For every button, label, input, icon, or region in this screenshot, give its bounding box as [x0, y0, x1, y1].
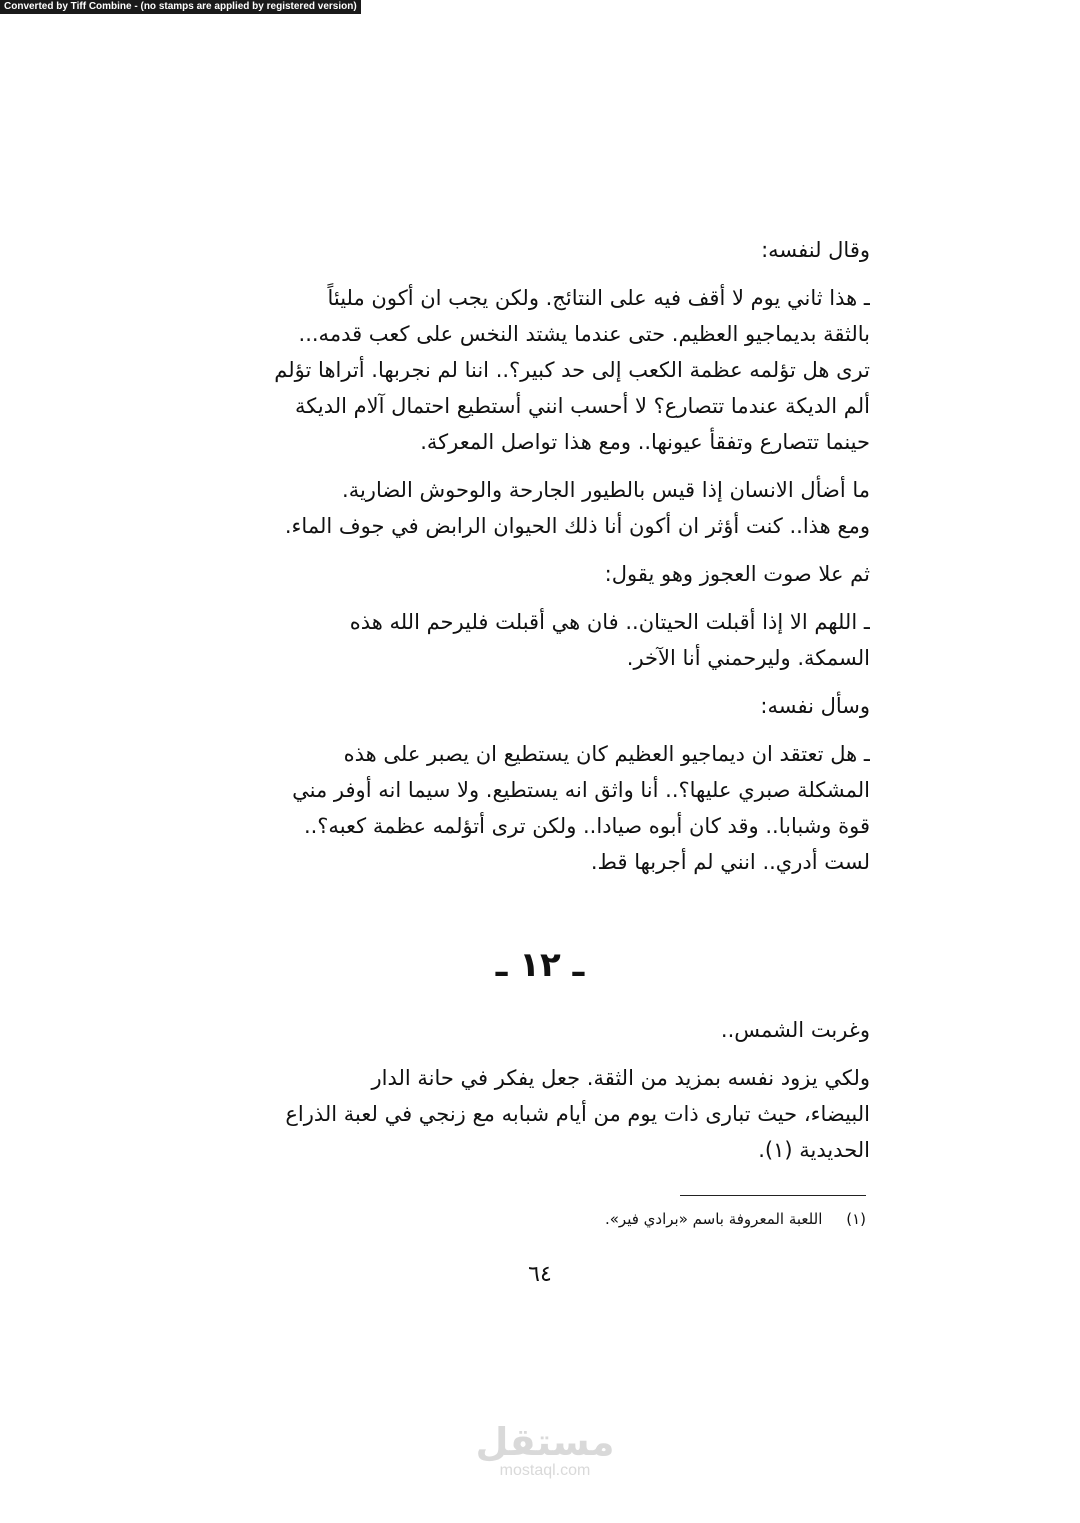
chapter-heading: ـ ١٢ ـ — [495, 945, 585, 985]
text-line: بالثقة بديماجيو العظيم. حتى عندما يشتد النخس على كعب قدمه... — [298, 322, 870, 346]
text-line: وغربت الشمس.. — [720, 1018, 870, 1042]
footnote-marker: (١) — [846, 1210, 866, 1228]
text-line: لست أدري.. انني لم أجربها قط. — [590, 850, 870, 874]
text-line: حينما تتصارع وتفقأ عيونها.. ومع هذا تواصل المعركة. — [420, 430, 870, 454]
footnote — [400, 1210, 866, 1228]
page-number: ٦٤ — [528, 1262, 552, 1287]
text-line: ثم علا صوت العجوز وهو يقول: — [604, 562, 870, 586]
converter-banner: Converted by Tiff Combine - (no stamps are applied by registered version) — [0, 0, 361, 14]
text-line: البيضاء، حيث تبارى ذات يوم من أيام شبابه مع زنجي في لعبة الذراع — [285, 1102, 870, 1126]
text-line: وسأل نفسه: — [760, 694, 870, 718]
watermark-logo: مستقل — [475, 1420, 615, 1464]
text-line: وقال لنفسه: — [761, 238, 870, 262]
paragraph — [200, 688, 870, 724]
footnote-divider — [680, 1195, 866, 1196]
text-line: ـ اللهم الا إذا أقبلت الحيتان.. فان هي أقبلت فليرحم الله هذه — [349, 610, 870, 634]
body-text-section-1 — [200, 232, 870, 892]
paragraph — [200, 472, 870, 544]
footnote-text: اللعبة المعروفة باسم «برادي فير». — [604, 1210, 823, 1228]
text-line: المشكلة صبري عليها؟.. أنا واثق انه يستطيع. ولا سيما انه أوفر مني — [292, 778, 870, 802]
paragraph — [200, 604, 870, 676]
text-line: السمكة. وليرحمني أنا الآخر. — [626, 646, 870, 670]
text-line: ما أضأل الانسان إذا قيس بالطيور الجارحة والوحوش الضارية. — [342, 478, 870, 502]
text-line: ـ هذا ثاني يوم لا أقف فيه على النتائج. ولكن يجب ان أكون مليئاً — [327, 286, 870, 310]
text-line: قوة وشبابا.. وقد كان أبوه صيادا.. ولكن ترى أتؤلمه عظمة كعبه؟.. — [303, 814, 870, 838]
text-line: ومع هذا.. كنت أؤثر ان أكون أنا ذلك الحيوان الرابض في جوف الماء. — [284, 514, 870, 538]
text-line: الحديدية (١). — [758, 1138, 870, 1162]
watermark — [465, 1422, 625, 1480]
paragraph — [200, 280, 870, 460]
paragraph — [200, 1060, 870, 1168]
watermark-url: mostaql.com — [499, 1462, 591, 1479]
text-line: ـ هل تعتقد ان ديماجيو العظيم كان يستطيع ان يصبر على هذه — [343, 742, 870, 766]
paragraph — [200, 556, 870, 592]
paragraph — [200, 1012, 870, 1048]
paragraph — [200, 736, 870, 880]
text-line: ترى هل تؤلمه عظمة الكعب إلى حد كبير؟.. اننا لم نجربها. أتراها تؤلم — [274, 358, 870, 382]
text-line: ولكي يزود نفسه بمزيد من الثقة. جعل يفكر في حانة الدار — [371, 1066, 870, 1090]
paragraph — [200, 232, 870, 268]
body-text-section-2 — [200, 1012, 870, 1180]
text-line: ألم الديكة عندما تتصارع؟ لا أحسب انني أستطيع احتمال آلام الديكة — [295, 394, 870, 418]
